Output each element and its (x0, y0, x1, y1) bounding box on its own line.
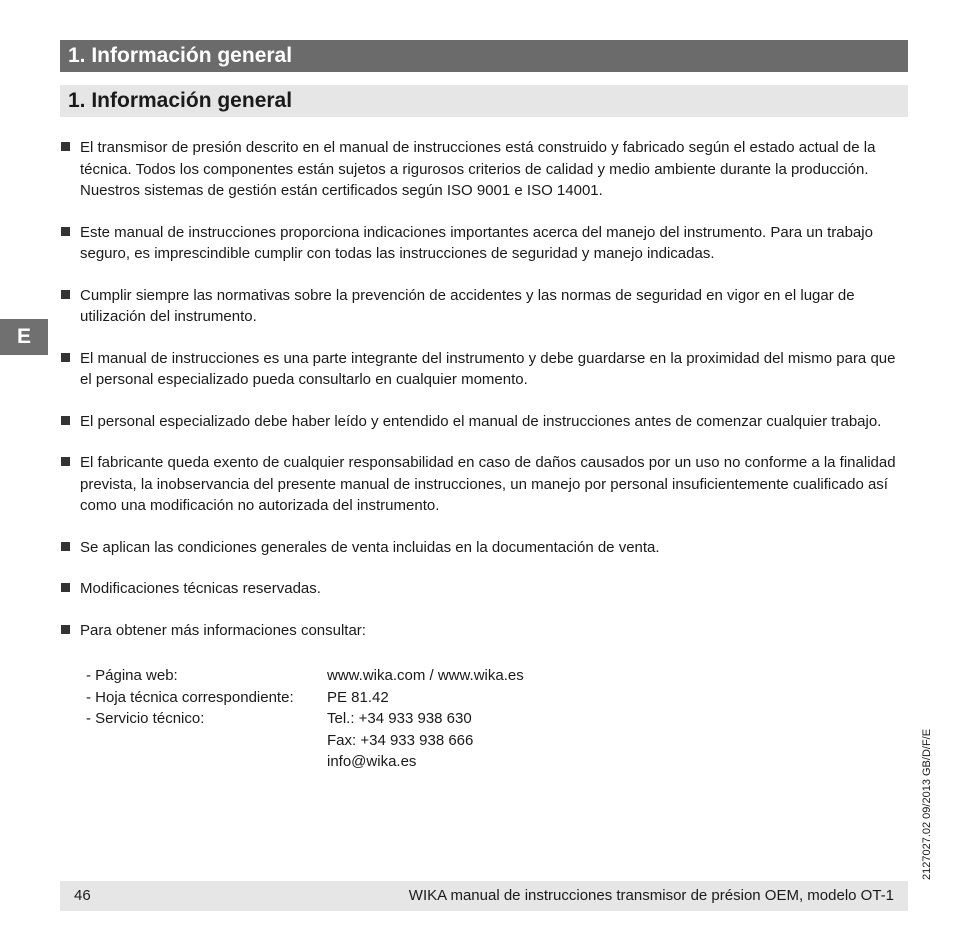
list-item-text: El manual de instrucciones es una parte integrante del instrumento y debe guardarse en la proximidad del mismo para que el personal especializado pueda consultarlo en cualquier momento. (80, 349, 896, 388)
bullet-square-icon (61, 416, 70, 425)
contact-row (86, 751, 524, 773)
list-item (60, 137, 910, 202)
bullet-square-icon (61, 142, 70, 151)
bullet-list (60, 137, 910, 661)
list-item-text: Cumplir siempre las normativas sobre la prevención de accidentes y las normas de seguridad en vigor en el lugar de utilización del instrumento. (80, 286, 855, 325)
chapter-header: 1. Información general (60, 40, 908, 72)
page-footer (60, 881, 908, 911)
contact-value: PE 81.42 (327, 688, 389, 706)
document-code: 2127027.02 09/2013 GB/D/F/E (921, 728, 933, 880)
list-item-text: Modificaciones técnicas reservadas. (80, 580, 321, 597)
contact-value: www.wika.com / www.wika.es (327, 667, 524, 684)
bullet-square-icon (61, 625, 70, 634)
list-item (60, 411, 910, 433)
list-item-text: Se aplican las condiciones generales de venta incluidas en la documentación de venta. (80, 538, 660, 556)
list-item (60, 222, 910, 265)
section-title: 1. Información general (60, 85, 908, 117)
contact-value: Fax: +34 933 938 666 (327, 731, 474, 749)
bullet-square-icon (61, 227, 70, 236)
contact-value: Tel.: +34 933 938 630 (327, 710, 472, 727)
list-item (60, 348, 910, 391)
contact-info (86, 665, 524, 773)
list-item-text: Este manual de instrucciones proporciona indicaciones importantes acerca del manejo del instrumento. Para un trabajo seguro, es imprescindible cumplir con todas las instrucciones de seguridad y manejo indicadas. (80, 223, 873, 262)
footer-doc-title: WIKA manual de instrucciones transmisor de présion OEM, modelo OT-1 (408, 887, 894, 904)
bullet-square-icon (61, 583, 70, 592)
contact-row (86, 687, 524, 709)
bullet-square-icon (61, 353, 70, 362)
bullet-square-icon (61, 290, 70, 299)
list-item (60, 285, 910, 328)
contact-label: - Página web: (86, 667, 178, 684)
list-item (60, 452, 910, 517)
list-item-text: El personal especializado debe haber leído y entendido el manual de instrucciones antes de comenzar cualquier trabajo. (80, 412, 882, 430)
list-item (60, 620, 910, 642)
contact-label (86, 730, 327, 752)
list-item (60, 578, 910, 600)
bullet-square-icon (61, 542, 70, 551)
contact-label (86, 751, 327, 773)
contact-value: info@wika.es (327, 753, 417, 770)
list-item-text: El fabricante queda exento de cualquier responsabilidad en caso de daños causados por un uso no conforme a la finalidad prevista, la inobservancia del presente manual de instrucciones, un manejo por personal insuficientemente cualificado así como una modificación no autorizada del instrumento. (80, 454, 896, 514)
contact-label: - Servicio técnico: (86, 710, 205, 727)
list-item (60, 537, 910, 559)
contact-row (86, 730, 524, 752)
list-item-text: El transmisor de presión descrito en el manual de instrucciones está construido y fabricado según el estado actual de la técnica. Todos los componentes están sujetos a rigurosos criterios de calidad y medio ambiente durante la producción. Nuestros sistemas de gestión están certificados según ISO 9001 e ISO 14001. (80, 139, 876, 199)
language-tab: E (0, 319, 48, 355)
bullet-square-icon (61, 457, 70, 466)
contact-label: - Hoja técnica correspondiente: (86, 688, 294, 706)
contact-row (86, 708, 524, 730)
page-number: 46 (74, 887, 91, 904)
list-item-text: Para obtener más informaciones consultar: (80, 621, 366, 639)
contact-row (86, 665, 524, 687)
